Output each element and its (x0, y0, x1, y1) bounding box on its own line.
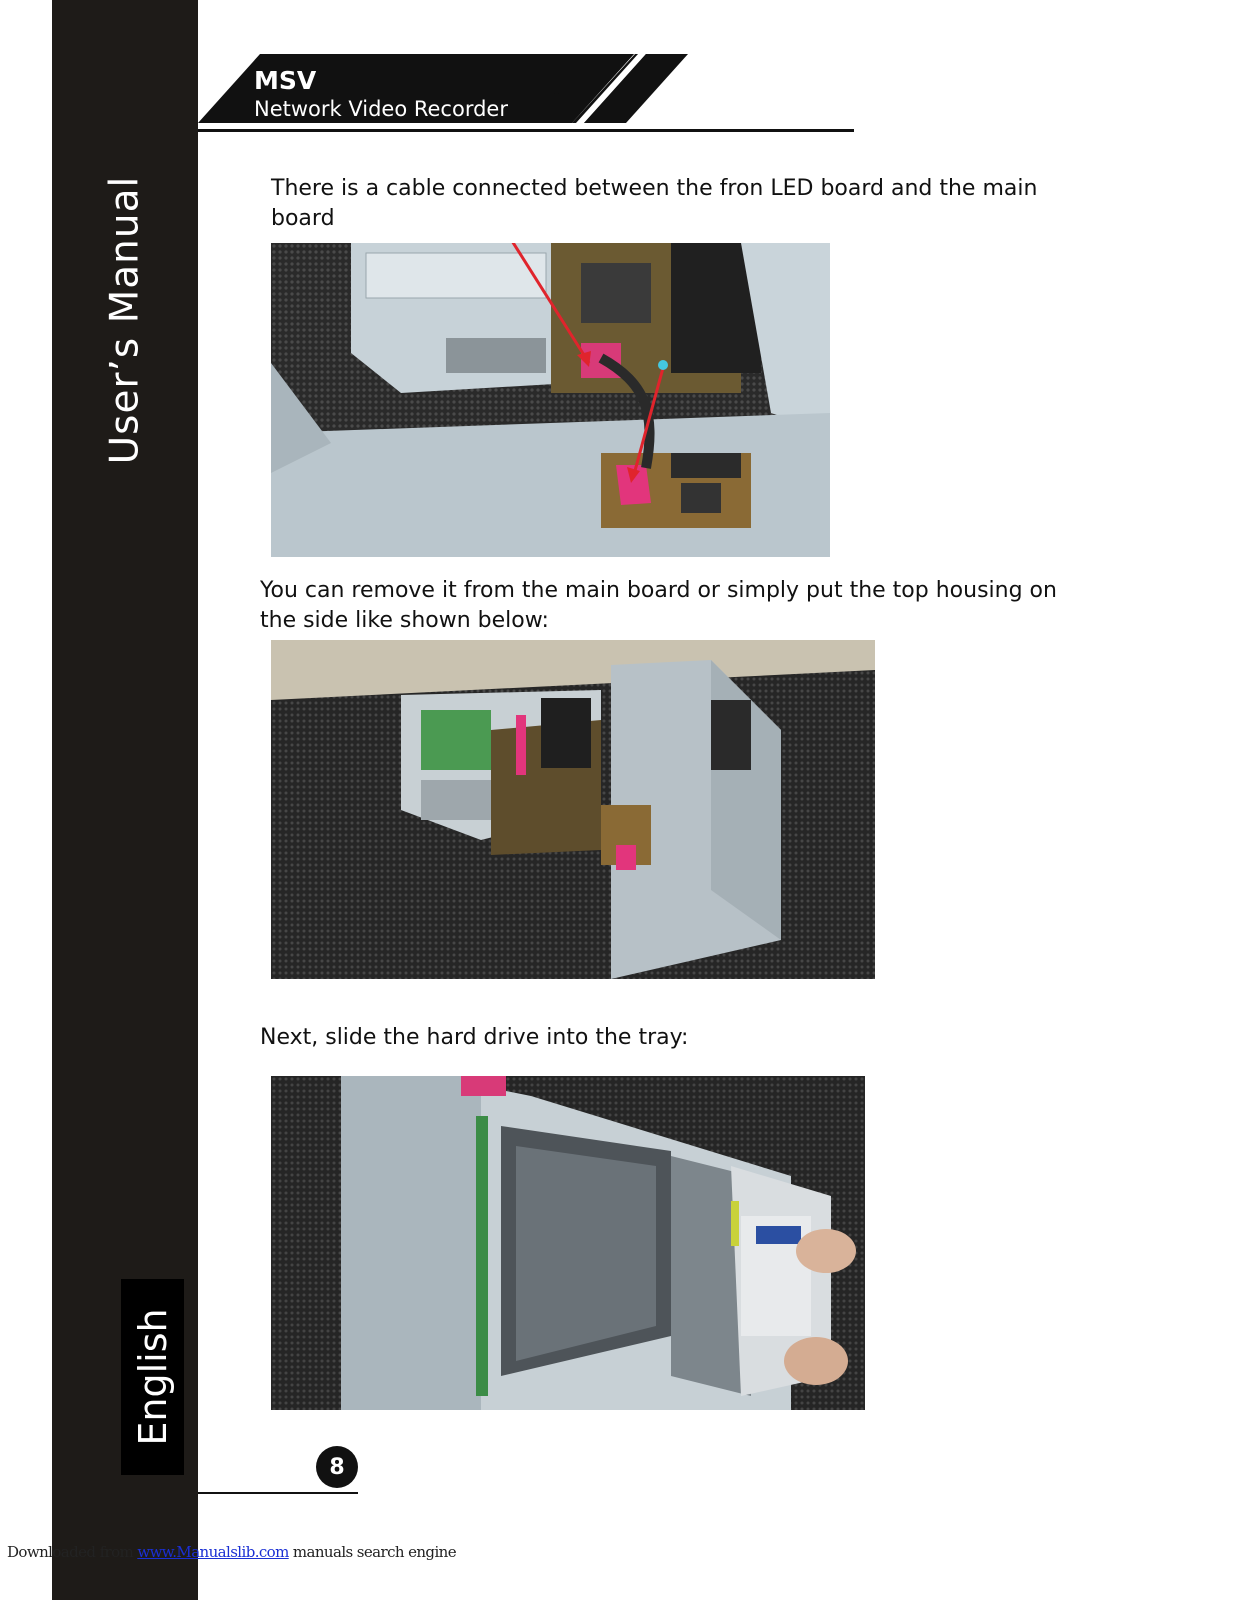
language-label: English (130, 1308, 175, 1446)
page-number: 8 (316, 1446, 358, 1488)
footer-suffix: manuals search engine (288, 1543, 456, 1561)
brand-name: MSV (254, 66, 317, 95)
manualslib-link[interactable]: www.Manualslib.com (137, 1543, 289, 1561)
instruction-housing: You can remove it from the main board or simply put the top housing on the side like shown below: (260, 578, 1057, 633)
header-rule (198, 129, 854, 132)
brand-subtitle: Network Video Recorder (254, 97, 508, 121)
photo-open-housing (271, 640, 875, 979)
photo-hard-drive-tray (271, 1076, 865, 1410)
footer-rule (198, 1492, 358, 1494)
instruction-cable: There is a cable connected between the fron LED board and the main board (271, 176, 1038, 231)
language-tab (121, 1279, 184, 1475)
instruction-hard-drive: Next, slide the hard drive into the tray: (260, 1025, 689, 1050)
sidebar-title-text: User’s Manual (102, 175, 148, 465)
footer-prefix: Downloaded from (7, 1543, 138, 1561)
photo-led-cable (271, 243, 830, 557)
download-footer (7, 1543, 456, 1561)
